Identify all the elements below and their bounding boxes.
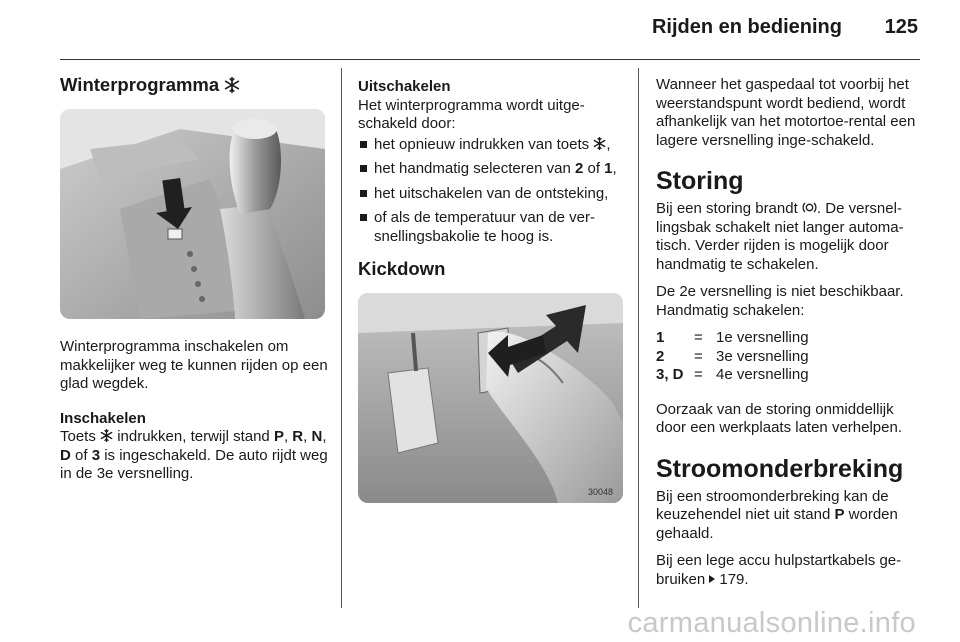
page-number: 125	[884, 16, 918, 38]
page-reference-link[interactable]: 179.	[719, 570, 749, 588]
page-reference-icon	[709, 575, 715, 583]
body-storing: Bij een storing brandt . De versnel-lingsbak schakelt niet langer automa-tisch. Verder rijden is mogelijk door handmatig te schakelen.	[656, 200, 904, 273]
body-caption: Winterprogramma inschakelen om makkelijker weg te kunnen rijden op een glad wegdek.	[60, 338, 328, 392]
selector-lever-illustration	[60, 109, 325, 319]
gearbox-warning-icon	[802, 201, 817, 214]
page-header-title: Rijden en bediening	[651, 16, 842, 38]
snowflake-icon	[100, 429, 113, 442]
image-code: 30048	[588, 486, 614, 497]
watermark-url: carmanualsonline.info	[627, 607, 916, 639]
gear-table	[656, 329, 809, 385]
body-stroom-2: Bij een lege accu hulpstartkabels ge-bruiken 179.	[656, 552, 902, 588]
column-divider	[638, 68, 639, 608]
kickdown-pedal-illustration	[358, 293, 623, 503]
column-3	[656, 76, 926, 589]
list-item: of als de temperatuur van de ver-snellingsbakolie te hoog is.	[358, 209, 624, 246]
list-item: het uitschakelen van de ontsteking,	[358, 185, 624, 204]
list-item: het handmatig selecteren van 2 of 1,	[358, 160, 624, 179]
table-row: 1 = 1e versnelling	[656, 329, 809, 346]
bullet-list	[358, 136, 624, 247]
table-row: 3, D = 4e versnelling	[656, 366, 809, 383]
section-heading-storing: Storing	[656, 167, 744, 195]
header-rule	[60, 59, 920, 60]
subheading-inschakelen: Inschakelen	[60, 409, 146, 427]
section-heading-kickdown: Kickdown	[358, 258, 446, 279]
section-heading-stroomonderbreking: Stroomonderbreking	[656, 454, 904, 483]
body-storing-2: De 2e versnelling is niet beschikbaar. Handmatig schakelen:	[656, 283, 904, 319]
list-item: het opnieuw indrukken van toets ,	[358, 136, 624, 155]
column-2	[358, 78, 624, 508]
snowflake-icon	[224, 77, 240, 93]
section-heading-winterprogramma: Winterprogramma	[60, 76, 328, 95]
body-uitschakelen: Het winterprogramma wordt uitge-schakeld door:	[358, 96, 585, 132]
body-kickdown: Wanneer het gaspedaal tot voorbij het weerstandspunt wordt bediend, wordt afhankelijk van het motortoe-rental een lagere versnelling inge-schakeld.	[656, 76, 916, 149]
body-inschakelen: Toets indrukken, terwijl stand P, R, N, D of 3 is ingeschakeld. De auto rijdt weg in de 3e versnelling.	[60, 428, 328, 482]
subheading-uitschakelen: Uitschakelen	[358, 78, 451, 95]
column-divider	[341, 68, 342, 608]
table-row: 2 = 3e versnelling	[656, 347, 809, 365]
body-stroom-1: Bij een stroomonderbreking kan de keuzehendel niet uit stand P worden gehaald.	[656, 487, 898, 542]
column-1	[60, 76, 328, 484]
snowflake-icon	[593, 137, 606, 150]
body-storing-3: Oorzaak van de storing onmiddellijk door een werkplaats laten verhelpen.	[656, 400, 902, 436]
